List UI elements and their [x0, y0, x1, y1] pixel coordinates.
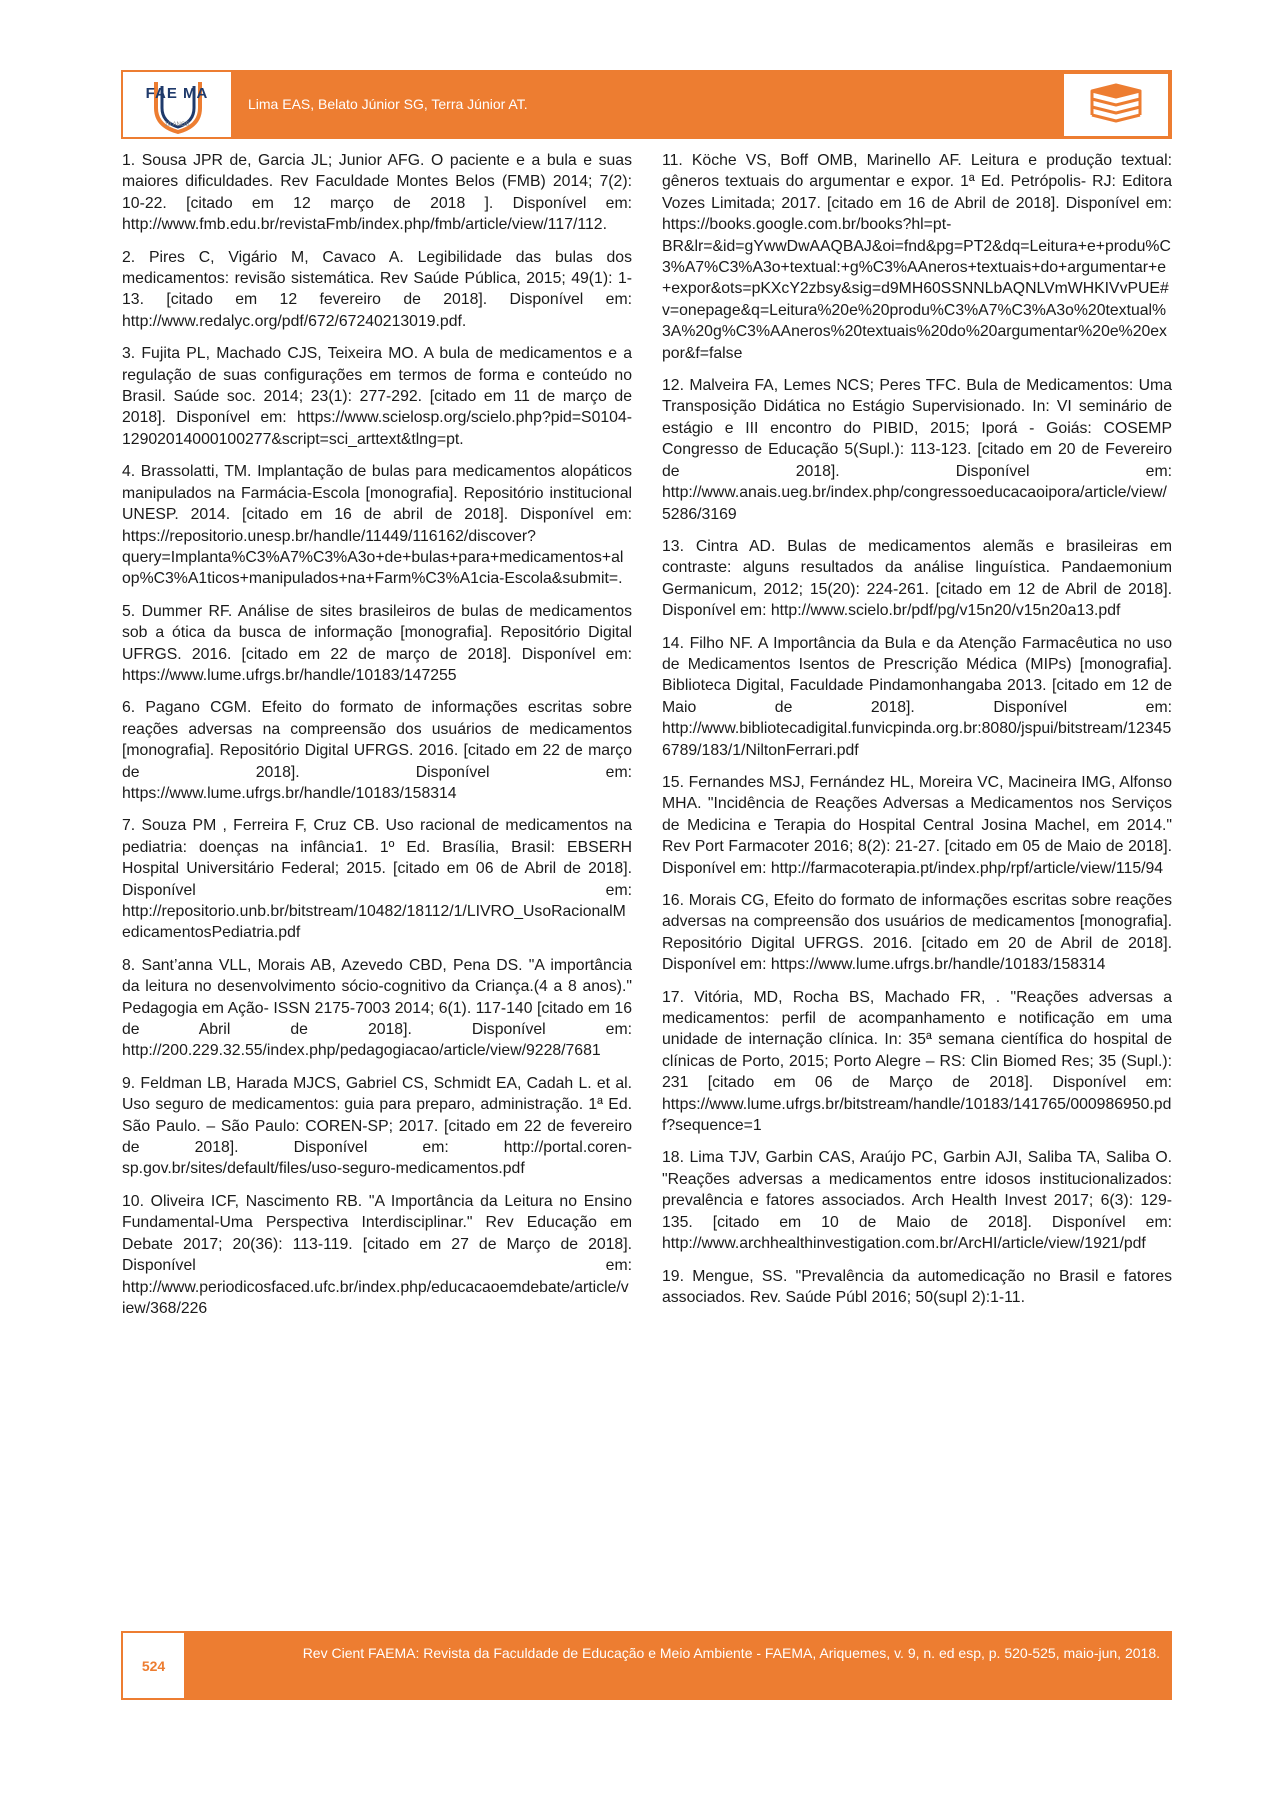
book-stack-icon: [1064, 74, 1168, 136]
faema-logo: [121, 70, 233, 139]
reference-item: 10. Oliveira ICF, Nascimento RB. "A Importância da Leitura no Ensino Fundamental-Uma Perspectiva Interdisciplinar." Rev Educação em Debate 2017; 20(36): 113-119. [citado em 27 de Março de 2018]. Disponível em: http://www.periodicosfaced.ufc.br/index.php/educacaoemdebate/article/view/368/226: [122, 1192, 632, 1317]
reference-item: 9. Feldman LB, Harada MJCS, Gabriel CS, Schmidt EA, Cadah L. et al. Uso seguro de medicamentos: guia para preparo, administração. 1ª Ed. São Paulo. – São Paulo: COREN-SP; 2017. [citado em 22 de fevereiro de 2018]. Disponível em: http://portal.coren-sp.gov.br/sites/default/files/uso-seguro-medicamentos.pdf: [122, 1074, 632, 1178]
footer-bar: [121, 1631, 1172, 1700]
reference-item: 17. Vitória, MD, Rocha BS, Machado FR, . "Reações adversas a medicamentos: perfil de acompanhamento e notificação em uma unidade de internação clínica. In: 35ª semana científica do hospital de clínicas de Porto, 2015; Porto Alegre – RS: Clin Biomed Res; 35 (Supl.): 231 [citado em 06 de Março de 2018]. Disponível em: https://www.lume.ufrgs.br/bitstream/handle/10183/141765/000986950.pdf?sequence=1: [662, 988, 1172, 1135]
footer-citation: Rev Cient FAEMA: Revista da Faculdade de Educação e Meio Ambiente - FAEMA, Ariquemes, v. 9, n. ed esp, p. 520-525, maio-jun, 2018.: [302, 1645, 1160, 1661]
reference-item: 15. Fernandes MSJ, Fernández HL, Moreira VC, Macineira IMG, Alfonso MHA. "Incidência de Reações Adversas a Medicamentos nos Serviços de Medicina e Terapia do Hospital Central Josina Machel, em 2014." Rev Port Farmacoter 2016; 8(2): 21-27. [citado em 05 de Maio de 2018]. Disponível em: http://farmacoterapia.pt/index.php/rpf/article/view/115/94: [662, 773, 1172, 877]
reference-item: 5. Dummer RF. Análise de sites brasileiros de bulas de medicamentos sob a ótica da busca de informação [monografia]. Repositório Digital UFRGS. 2016. [citado em 22 de março de 2018]. Disponível em: https://www.lume.ufrgs.br/handle/10183/147255: [122, 602, 632, 684]
references-left-column: [122, 150, 632, 1319]
reference-item: 8. Sant’anna VLL, Morais AB, Azevedo CBD, Pena DS. "A importância da leitura no desenvolvimento sócio-cognitivo da Criança.(4 a 8 anos)." Pedagogia em Ação- ISSN 2175-7003 2014; 6(1). 117-140 [citado em 16 de Abril de 2018]. Disponível em: http://200.229.32.55/index.php/pedagogiacao/article/view/9228/7681: [122, 956, 632, 1060]
reference-item: 6. Pagano CGM. Efeito do formato de informações escritas sobre reações adversas na compreensão dos usuários de medicamentos [monografia]. Repositório Digital UFRGS. 2016. [citado em 22 de março de 2018]. Disponível em: https://www.lume.ufrgs.br/handle/10183/158314: [122, 699, 632, 802]
reference-item: 13. Cintra AD. Bulas de medicamentos alemãs e brasileiras em contraste: alguns resultados da análise linguística. Pandaemonium Germanicum, 2012; 15(20): 224-261. [citado em 12 de Abril de 2018]. Disponível em: http://www.scielo.br/pdf/pg/v15n20/v15n20a13.pdf: [662, 537, 1172, 620]
page-number: 524: [121, 1631, 186, 1700]
header-authors: Lima EAS, Belato Júnior SG, Terra Júnior AT.: [248, 96, 528, 112]
reference-item: 14. Filho NF. A Importância da Bula e da Atenção Farmacêutica no uso de Medicamentos Isentos de Prescrição Médica (MIPs) [monografia]. Biblioteca Digital, Faculdade Pindamonhangaba 2013. [citado em 12 de Maio de 2018]. Disponível em: http://www.bibliotecadigital.funvicpinda.org.br:8080/jspui/bitstream/123456789/183/1/NiltonFerrari.pdf: [662, 634, 1172, 759]
reference-item: 16. Morais CG, Efeito do formato de informações escritas sobre reações adversas na compreensão dos usuários de medicamentos [monografia]. Repositório Digital UFRGS. 2016. [citado em 20 de Abril de 2018]. Disponível em: https://www.lume.ufrgs.br/handle/10183/158314: [662, 892, 1172, 974]
reference-item: 2. Pires C, Vigário M, Cavaco A. Legibilidade das bulas dos medicamentos: revisão sistemática. Rev Saúde Pública, 2015; 49(1): 1-13. [citado em 12 fevereiro de 2018]. Disponível em: http://www.redalyc.org/pdf/672/67240213019.pdf.: [122, 248, 632, 330]
reference-item: 1. Sousa JPR de, Garcia JL; Junior AFG. O paciente e a bula e suas maiores dificuldades. Rev Faculdade Montes Belos (FMB) 2014; 7(2): 10-22. [citado em 12 março de 2018 ]. Disponível em: http://www.fmb.edu.br/revistaFmb/index.php/fmb/article/view/117/112.: [122, 152, 632, 234]
reference-item: 18. Lima TJV, Garbin CAS, Araújo PC, Garbin AJI, Saliba TA, Saliba O. "Reações adversas a medicamentos entre idosos institucionalizados: prevalência e fatores associados. Arch Health Invest 2017; 6(3): 129-135. [citado em 10 de Maio de 2018]. Disponível em: http://www.archhealthinvestigation.com.br/ArcHI/article/view/1921/pdf: [662, 1149, 1172, 1253]
reference-item: 3. Fujita PL, Machado CJS, Teixeira MO. A bula de medicamentos e a regulação de suas configurações em termos de forma e conteúdo no Brasil. Saúde soc. 2014; 23(1): 277-292. [citado em 11 de março de 2018]. Disponível em: https://www.scielosp.org/scielo.php?pid=S0104-12902014000100277&script=sci_arttext&tlng=pt.: [122, 345, 632, 448]
logo-subtext: 10 ANOS: [164, 122, 190, 128]
logo-text: FAE MA: [145, 85, 209, 102]
reference-item: 12. Malveira FA, Lemes NCS; Peres TFC. Bula de Medicamentos: Uma Transposição Didática no Estágio Supervisionado. In: VI seminário de estágio e III encontro do PIBID, 2015; Iporá - Goiás: COSEMP Congresso de Educação 5(Supl.): 113-123. [citado em 20 de Fevereiro de 2018]. Disponível em: http://www.anais.ueg.br/index.php/congressoeducacaoipora/article/view/5286/3169: [662, 377, 1172, 523]
reference-item: 11. Köche VS, Boff OMB, Marinello AF. Leitura e produção textual: gêneros textuais do argumentar e expor. 1ª Ed. Petrópolis- RJ: Editora Vozes Limitada; 2017. [citado em 16 de Abril de 2018]. Disponível em: https://books.google.com.br/books?hl=pt-BR&lr=&id=gYwwDwAAQBAJ&oi=fnd&pg=PT2&dq=Leitura+e+produ%C3%A7%C3%A3o+textual:+g%C3%AAneros+textuais+do+argumentar+e+expor&ots=pKXcY2zbsy&sig=d9MH60SSNNLbAQNLVmWHKIVvPUE#v=onepage&q=Leitura%20e%20produ%C3%A7%C3%A3o%20textual%3A%20g%C3%AAneros%20textuais%20do%20argumentar%20e%20expor&f=false: [662, 152, 1172, 362]
references-right-column: [662, 150, 1172, 1308]
reference-item: 7. Souza PM , Ferreira F, Cruz CB. Uso racional de medicamentos na pediatria: doenças na infância1. 1º Ed. Brasília, Brasil: EBSERH Hospital Universitário Federal; 2015. [citado em 06 de Abril de 2018]. Disponível em: http://repositorio.unb.br/bitstream/10482/18112/1/LIVRO_UsoRacionalMedicamentosPediatria.pdf: [122, 817, 632, 942]
reference-item: 4. Brassolatti, TM. Implantação de bulas para medicamentos alopáticos manipulados na Farmácia-Escola [monografia]. Repositório institucional UNESP. 2014. [citado em 16 de abril de 2018]. Disponível em: https://repositorio.unesp.br/handle/11449/116162/discover?query=Implanta%C3%A7%C3%A3o+de+bulas+para+medicamentos+alop%C3%A1ticos+manipulados+na+Farm%C3%A1cia-Escola&submit=.: [122, 463, 632, 588]
reference-item: 19. Mengue, SS. "Prevalência da automedicação no Brasil e fatores associados. Rev. Saúde Públ 2016; 50(supl 2):1-11.: [662, 1267, 1172, 1306]
